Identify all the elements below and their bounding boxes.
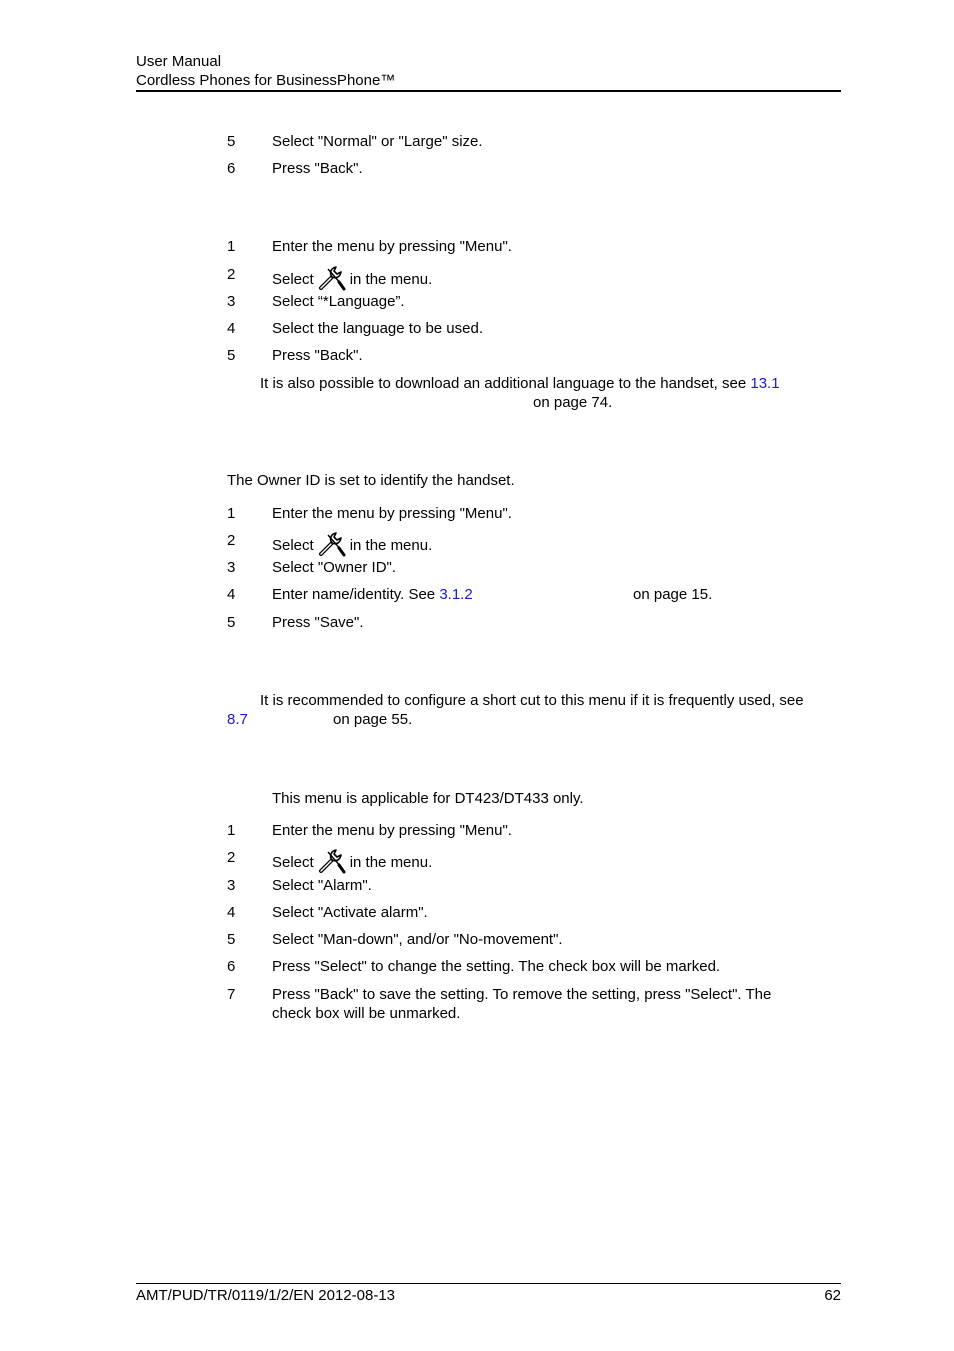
step-text: Select "Alarm". [272,877,372,894]
step-text [272,531,432,557]
header-title: User Manual [136,53,222,70]
step-text-continuation: check box will be unmarked. [272,1005,461,1022]
step-text: Enter the menu by pressing "Menu". [272,822,512,839]
step-text-post: in the menu. [349,854,433,871]
step-number: 5 [227,347,236,364]
step-text [272,585,473,604]
step-number: 2 [227,849,236,866]
section-intro: This menu is applicable for DT423/DT433 only. [272,790,584,807]
wrench-settings-icon [318,531,346,557]
wrench-settings-icon [318,848,346,874]
step-text: Enter the menu by pressing "Menu". [272,505,512,522]
step-text-post: in the menu. [349,537,433,554]
step-number: 5 [227,614,236,631]
step-text: Enter the menu by pressing "Menu". [272,238,512,255]
step-number: 6 [227,160,236,177]
step-text-post: in the menu. [349,271,433,288]
step-text: Press "Back". [272,347,363,364]
note-line-2: on page 74. [533,394,613,411]
step-text: Select "Man-down", and/or "No-movement". [272,931,563,948]
step-number: 3 [227,559,236,576]
step-text: Press "Back". [272,160,363,177]
step-number: 4 [227,904,236,921]
step-number: 6 [227,958,236,975]
cross-reference-link[interactable]: 13.1 [750,375,780,392]
wrench-settings-icon [318,265,346,291]
step-number: 7 [227,986,236,1003]
step-number: 5 [227,133,236,150]
step-number: 2 [227,532,236,549]
step-text: Select “*Language”. [272,293,405,310]
footer-doc-id: AMT/PUD/TR/0119/1/2/EN 2012-08-13 [136,1287,396,1304]
step-number: 1 [227,822,236,839]
step-text-pre: Select [272,537,314,554]
cross-reference-link[interactable]: 3.1.2 [439,586,473,603]
note-line-2: on page 55. [333,711,413,728]
footer-rule [136,1283,841,1284]
step-number: 1 [227,505,236,522]
note-line: It is also possible to download an additional language to the handset, see [260,375,747,392]
section-intro: The Owner ID is set to identify the handset. [227,472,515,489]
note-text [260,374,780,393]
step-text: Select the language to be used. [272,320,483,337]
step-number: 5 [227,931,236,948]
page-number: 62 [824,1287,841,1304]
step-text-pre: Enter name/identity. See [272,586,436,603]
step-number: 4 [227,320,236,337]
note-text: It is recommended to configure a short cut to this menu if it is frequently used, see [260,692,804,709]
step-text: Select "Activate alarm". [272,904,428,921]
step-text-post: on page 15. [633,586,713,603]
step-text: Select "Normal" or "Large" size. [272,133,483,150]
step-text-pre: Select [272,271,314,288]
step-text: Press "Back" to save the setting. To remove the setting, press "Select". The [272,986,772,1003]
step-number: 2 [227,266,236,283]
step-number: 3 [227,293,236,310]
step-number: 4 [227,586,236,603]
header-subtitle: Cordless Phones for BusinessPhone™ [136,72,396,89]
step-text-pre: Select [272,854,314,871]
header-rule [136,90,841,92]
step-text [272,265,432,291]
step-number: 3 [227,877,236,894]
step-text [272,848,432,874]
step-text: Select "Owner ID". [272,559,397,576]
step-text: Press "Select" to change the setting. The check box will be marked. [272,958,721,975]
cross-reference-link[interactable]: 8.7 [227,711,248,728]
step-text: Press "Save". [272,614,364,631]
step-number: 1 [227,238,236,255]
